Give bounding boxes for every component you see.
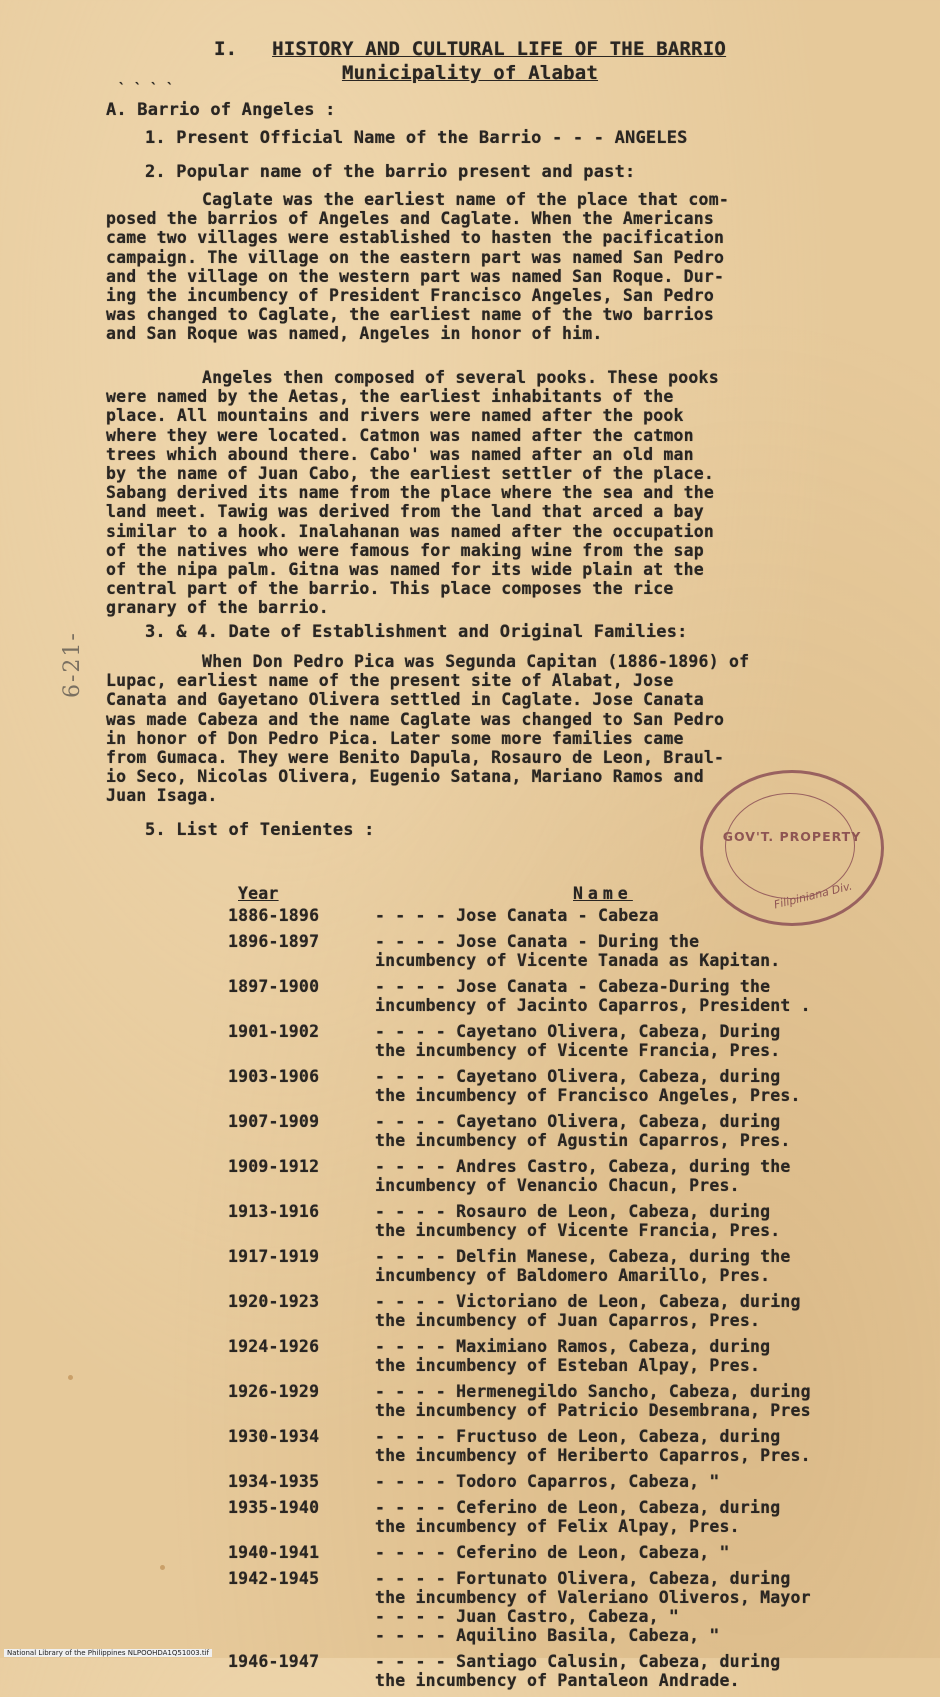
- paragraph-line: posed the barrios of Angeles and Caglate. When the Americans: [106, 209, 715, 229]
- table-row: [228, 1498, 811, 1536]
- row-name-line: incumbency of Jacinto Caparros, President .: [375, 996, 811, 1015]
- paragraph-line: Sabang derived its name from the place where the sea and the: [106, 483, 715, 503]
- section-number: I.: [213, 38, 238, 60]
- name-column-header: Name: [573, 884, 633, 903]
- row-name-line: incumbency of Vicente Tanada as Kapitan.: [375, 951, 781, 970]
- row-year: 1896-1897: [228, 932, 320, 951]
- row-name-line: the incumbency of Francisco Angeles, Pres.: [375, 1086, 801, 1105]
- paragraph-line: came two villages were established to hasten the pacification: [106, 228, 725, 248]
- paper-speck: [68, 1375, 73, 1380]
- paragraph-line: granary of the barrio.: [106, 598, 329, 618]
- paragraph-establishment: [106, 652, 750, 806]
- table-row: [228, 1427, 811, 1465]
- paragraph-line: land meet. Tawig was derived from the land that arced a bay: [106, 502, 704, 522]
- paragraph-line: Caglate was the earliest name of the place that com-: [202, 190, 729, 209]
- paragraph-line: place. All mountains and rivers were named after the pook: [106, 406, 684, 426]
- row-name: [375, 1067, 811, 1105]
- paragraph-line: was made Cabeza and the name Caglate was changed to San Pedro: [106, 709, 725, 729]
- row-name-line: - - - - Cayetano Olivera, Cabeza, during: [375, 1067, 781, 1086]
- row-name-line: the incumbency of Vicente Francia, Pres.: [375, 1221, 781, 1240]
- row-name: [375, 1022, 811, 1060]
- page-title: [0, 38, 940, 60]
- row-name-line: the incumbency of Valeriano Oliveros, Mayor: [375, 1588, 811, 1607]
- paragraph-line: io Seco, Nicolas Olivera, Eugenio Satana, Mariano Ramos and: [106, 767, 704, 787]
- paragraph-line: in honor of Don Pedro Pica. Later some more families came: [106, 728, 684, 748]
- paragraph-line: Angeles then composed of several pooks. These pooks: [202, 368, 719, 387]
- title-text: HISTORY AND CULTURAL LIFE OF THE BARRIO: [272, 38, 727, 60]
- row-year: 1946-1947: [228, 1652, 320, 1671]
- row-name-line: - - - - Ceferino de Leon, Cabeza, during: [375, 1498, 781, 1517]
- table-row: [228, 1022, 811, 1060]
- row-name-line: - - - - Maximiano Ramos, Cabeza, during: [375, 1337, 771, 1356]
- row-name: [375, 1112, 811, 1150]
- table-row: [228, 932, 811, 970]
- stamp-sub-text: Filipiniana Div.: [772, 879, 854, 912]
- row-name-line: the incumbency of Vicente Francia, Pres.: [375, 1041, 781, 1060]
- table-row: [228, 977, 811, 1015]
- row-name-line: - - - - Rosauro de Leon, Cabeza, during: [375, 1202, 771, 1221]
- paragraph-pooks: [106, 368, 719, 618]
- row-year: 1930-1934: [228, 1427, 320, 1446]
- paragraph-line: similar to a hook. Inalahanan was named after the occupation: [106, 521, 715, 541]
- row-name-line: the incumbency of Felix Alpay, Pres.: [375, 1517, 740, 1536]
- row-year: 1901-1902: [228, 1022, 320, 1041]
- paragraph-line: was changed to Caglate, the earliest name of the two barrios: [106, 305, 715, 325]
- row-year: 1897-1900: [228, 977, 320, 996]
- row-name-line: - - - - Jose Canata - Cabeza-During the: [375, 977, 771, 996]
- row-name-line: - - - - Jose Canata - During the: [375, 932, 700, 951]
- row-name-line: the incumbency of Agustin Caparros, Pres.: [375, 1131, 791, 1150]
- row-name: [375, 1157, 811, 1195]
- paragraph-line: When Don Pedro Pica was Segunda Capitan (1886-1896) of: [202, 652, 750, 671]
- row-name: [375, 1202, 811, 1240]
- pencil-margin-note: 6-21-: [60, 631, 85, 698]
- row-year: 1917-1919: [228, 1247, 320, 1266]
- paragraph-line: of the nipa palm. Gitna was named for its wide plain at the: [106, 560, 704, 580]
- tenientes-table: [228, 884, 811, 1697]
- row-name-line: - - - - Delfin Manese, Cabeza, during the: [375, 1247, 791, 1266]
- row-name: [375, 1292, 811, 1330]
- row-year: 1924-1926: [228, 1337, 320, 1356]
- row-name: [375, 932, 811, 970]
- row-name-line: the incumbency of Juan Caparros, Pres.: [375, 1311, 761, 1330]
- subtitle-text: Municipality of Alabat: [341, 62, 599, 84]
- row-name-line: - - - - Santiago Calusin, Cabeza, during: [375, 1652, 781, 1671]
- row-name: [375, 977, 811, 1015]
- row-year: 1935-1940: [228, 1498, 320, 1517]
- paper-speck: [160, 1565, 165, 1570]
- item34-heading: 3. & 4. Date of Establishment and Original Families:: [145, 622, 688, 642]
- row-name-line: incumbency of Venancio Chacun, Pres.: [375, 1176, 740, 1195]
- row-name: [375, 1543, 811, 1562]
- table-row: [228, 1472, 811, 1491]
- row-name-line: - - - - Cayetano Olivera, Cabeza, during: [375, 1112, 781, 1131]
- row-name: [375, 1472, 811, 1491]
- paragraph-line: from Gumaca. They were Benito Dapula, Rosauro de Leon, Braul-: [106, 748, 725, 768]
- paragraph-line: Lupac, earliest name of the present site of Alabat, Jose: [106, 671, 674, 691]
- row-year: 1907-1909: [228, 1112, 320, 1131]
- row-name-line: the incumbency of Patricio Desembrana, Pres: [375, 1401, 811, 1420]
- row-name-line: - - - - Fortunato Olivera, Cabeza, during: [375, 1569, 791, 1588]
- paragraph-line: Canata and Gayetano Olivera settled in Caglate. Jose Canata: [106, 690, 704, 710]
- row-year: 1913-1916: [228, 1202, 320, 1221]
- row-name-line: - - - - Ceferino de Leon, Cabeza, ": [375, 1543, 730, 1562]
- paragraph-caglate: [106, 190, 729, 344]
- table-row: [228, 1292, 811, 1330]
- table-row: [228, 1067, 811, 1105]
- stamp-main-text: GOV'T. PROPERTY: [722, 829, 862, 844]
- row-name-line: - - - - Andres Castro, Cabeza, during the: [375, 1157, 791, 1176]
- row-name-line: - - - - Aquilino Basila, Cabeza, ": [375, 1626, 720, 1645]
- year-column-header: Year: [238, 884, 279, 903]
- table-row: [228, 1382, 811, 1420]
- table-row: [228, 1112, 811, 1150]
- row-name-line: incumbency of Baldomero Amarillo, Pres.: [375, 1266, 771, 1285]
- row-name-line: the incumbency of Heriberto Caparros, Pres.: [375, 1446, 811, 1465]
- paragraph-line: ing the incumbency of President Francisco Angeles, San Pedro: [106, 286, 715, 306]
- paragraph-line: Juan Isaga.: [106, 786, 218, 806]
- row-year: 1940-1941: [228, 1543, 320, 1562]
- paragraph-line: and San Roque was named, Angeles in honor of him.: [106, 324, 603, 344]
- row-name-line: - - - - Fructuso de Leon, Cabeza, during: [375, 1427, 781, 1446]
- row-year: 1886-1896: [228, 906, 320, 925]
- row-year: 1926-1929: [228, 1382, 320, 1401]
- table-row: [228, 1202, 811, 1240]
- row-year: 1942-1945: [228, 1569, 320, 1588]
- row-name: [375, 1427, 811, 1465]
- table-row: [228, 1543, 811, 1562]
- row-name-line: the incumbency of Esteban Alpay, Pres.: [375, 1356, 761, 1375]
- row-year: 1909-1912: [228, 1157, 320, 1176]
- row-name-line: the incumbency of Pantaleon Andrade.: [375, 1671, 740, 1690]
- page-subtitle: [0, 62, 940, 84]
- paragraph-line: and the village on the western part was named San Roque. Dur-: [106, 266, 725, 286]
- row-name: [375, 1569, 811, 1645]
- row-name-line: - - - - Hermenegildo Sancho, Cabeza, during: [375, 1382, 811, 1401]
- row-year: 1934-1935: [228, 1472, 320, 1491]
- table-body: [228, 906, 811, 1690]
- row-name: [375, 1498, 811, 1536]
- paragraph-line: of the natives who were famous for making wine from the sap: [106, 540, 704, 560]
- row-name-line: - - - - Todoro Caparros, Cabeza, ": [375, 1472, 720, 1491]
- row-year: 1903-1906: [228, 1067, 320, 1086]
- paragraph-line: were named by the Aetas, the earliest inhabitants of the: [106, 387, 674, 407]
- paragraph-line: trees which abound there. Cabo' was named after an old man: [106, 444, 694, 464]
- paragraph-line: central part of the barrio. This place composes the rice: [106, 579, 674, 599]
- table-row: [228, 1337, 811, 1375]
- row-name-line: - - - - Juan Castro, Cabeza, ": [375, 1607, 680, 1626]
- paragraph-line: by the name of Juan Cabo, the earliest settler of the place.: [106, 464, 715, 484]
- row-name: [375, 1382, 811, 1420]
- row-year: 1920-1923: [228, 1292, 320, 1311]
- item5-heading: 5. List of Tenientes :: [145, 820, 375, 840]
- item2-heading: 2. Popular name of the barrio present and past:: [145, 162, 636, 182]
- table-row: [228, 1157, 811, 1195]
- table-row: [228, 1247, 811, 1285]
- row-name-line: - - - - Jose Canata - Cabeza: [375, 906, 659, 925]
- item1-official-name: 1. Present Official Name of the Barrio - - - ANGELES: [145, 128, 688, 148]
- table-row: [228, 1569, 811, 1645]
- scan-footer: National Library of the Philippines NLPOOHDA1Q51003.tif: [4, 1649, 212, 1657]
- paragraph-line: where they were located. Catmon was named after the catmon: [106, 425, 694, 445]
- table-row: [228, 906, 811, 925]
- paragraph-line: campaign. The village on the eastern part was named San Pedro: [106, 247, 725, 267]
- row-name: [375, 1337, 811, 1375]
- row-name-line: - - - - Victoriano de Leon, Cabeza, during: [375, 1292, 801, 1311]
- govt-property-stamp: [700, 770, 884, 926]
- tick-marks: ` ` ` `: [118, 82, 175, 97]
- row-name: [375, 1247, 811, 1285]
- row-name-line: - - - - Cayetano Olivera, Cabeza, During: [375, 1022, 781, 1041]
- section-a-label: A. Barrio of Angeles :: [106, 100, 336, 120]
